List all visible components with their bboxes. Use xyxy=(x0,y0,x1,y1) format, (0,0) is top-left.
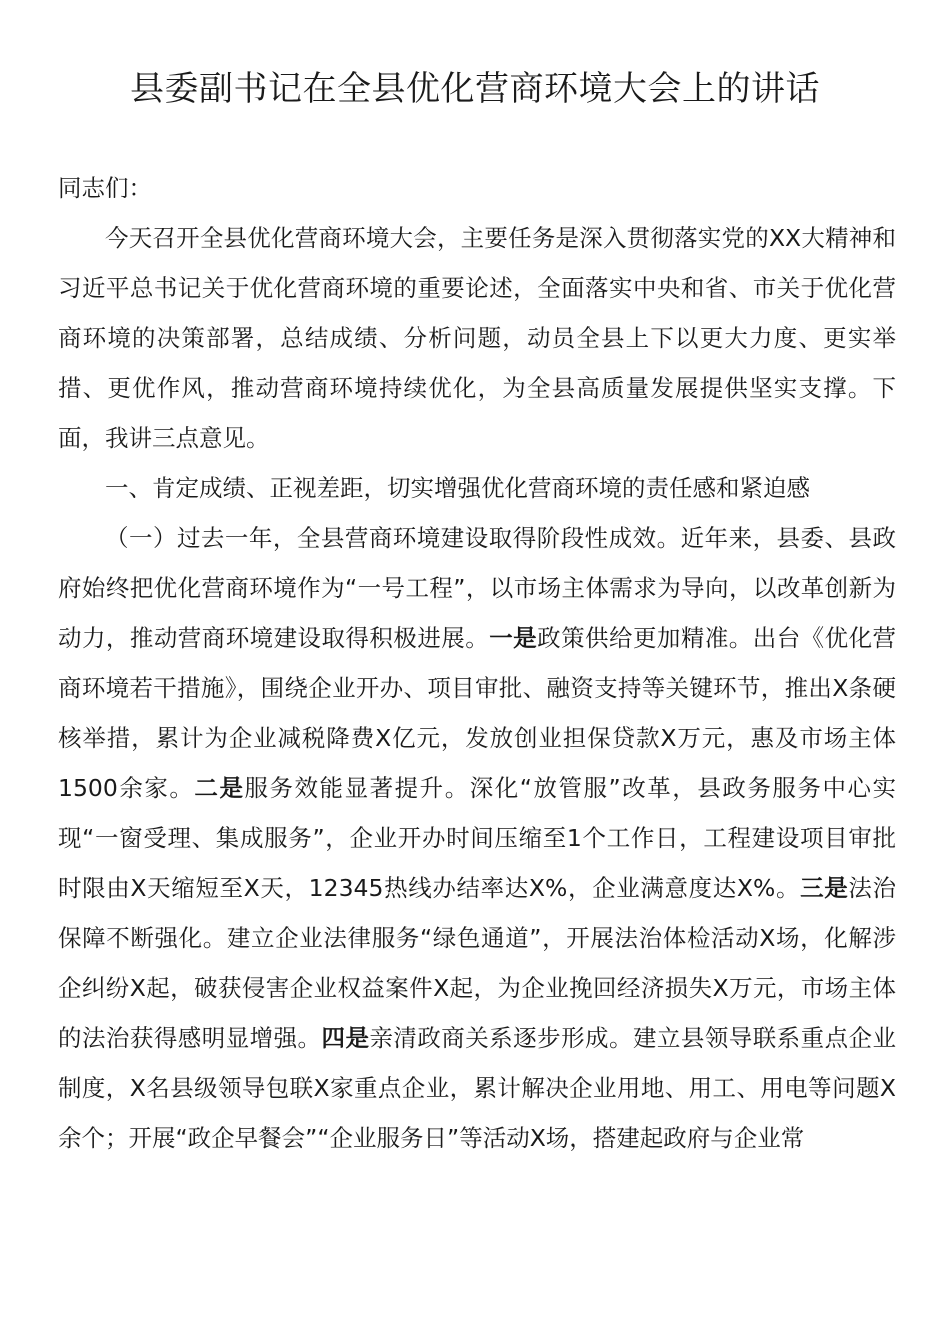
bold-lead-in: 三是 xyxy=(800,874,849,902)
paragraph-text: 亲清政商关系逐步形成。建立县领导联系重点企业制度，X名县级领导包联X家重点企业，累计解决企业用地、用工、用电等问题X余个；开展“政企早餐会”“企业服务日”等活动X场，搭建起政府与企业常 xyxy=(58,1024,897,1152)
salutation: 同志们： xyxy=(58,174,152,202)
bold-lead-in: 二是 xyxy=(194,774,245,802)
paragraph-opening xyxy=(58,213,896,463)
paragraph-text: 服务效能显著提升。深化“放管服”改革，县政务服务中心实现“一窗受理、集成服务”，企业开办时间压缩至1个工作日，工程建设项目审批时限由X天缩短至X天，12345热线办结率达X%，企业满意度达X%。 xyxy=(58,774,897,902)
bold-lead-in: 一是 xyxy=(489,624,538,652)
section-heading-text: 一、肯定成绩、正视差距，切实增强优化营商环境的责任感和紧迫感 xyxy=(105,474,810,502)
paragraph-text: 今天召开全县优化营商环境大会，主要任务是深入贯彻落实党的XX大精神和习近平总书记关于优化营商环境的重要论述，全面落实中央和省、市关于优化营商环境的决策部署，总结成绩、分析问题，动员全县上下以更大力度、更实举措、更优作风，推动营商环境持续优化，为全县高质量发展提供坚实支撑。下面，我讲三点意见。 xyxy=(58,224,896,452)
section-heading-one xyxy=(58,463,896,513)
document-body xyxy=(58,163,896,1163)
document-title: 县委副书记在全县优化营商环境大会上的讲话 xyxy=(130,69,820,109)
paragraph-achievements xyxy=(58,513,896,1163)
paragraph-text: 政策供给更加精准。出台《优化营商环境若干措施》，围绕企业开办、项目审批、融资支持等关键环节，推出X条硬核举措，累计为企业减税降费X亿元，发放创业担保贷款X万元，惠及市场主体1500余家。 xyxy=(58,624,897,802)
bold-lead-in: 四是 xyxy=(321,1024,370,1052)
paragraph-text: （一）过去一年，全县营商环境建设取得阶段性成效。近年来，县委、县政府始终把优化营商环境作为“一号工程”，以市场主体需求为导向，以改革创新为动力，推动营商环境建设取得积极进展。 xyxy=(58,524,896,652)
paragraph-text: 法治保障不断强化。建立企业法律服务“绿色通道”，开展法治体检活动X场，化解涉企纠纷X起，破获侵害企业权益案件X起，为企业挽回经济损失X万元，市场主体的法治获得感明显增强。 xyxy=(58,874,897,1052)
